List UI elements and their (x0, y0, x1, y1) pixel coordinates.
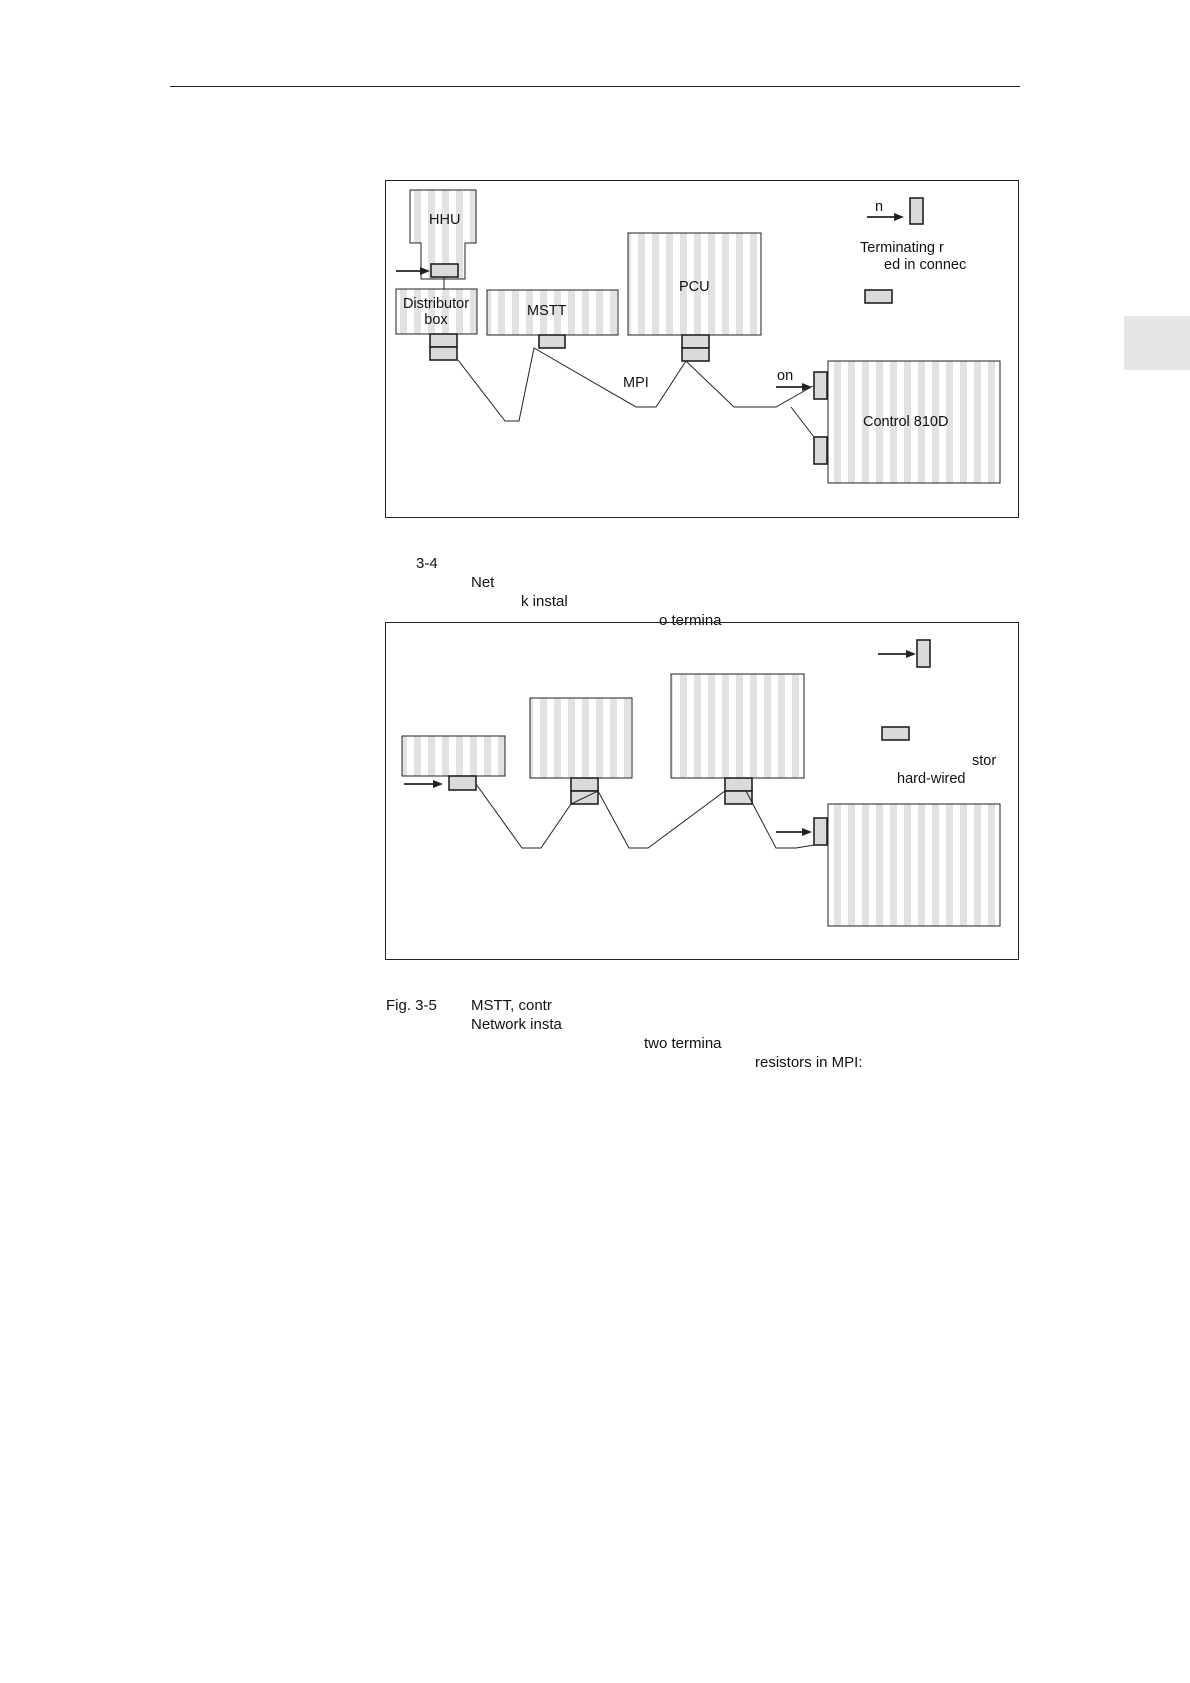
legend-text-1: stor (972, 753, 997, 769)
caption-text-2: two termina (644, 1035, 722, 1052)
pcu-label: PCU (679, 279, 710, 295)
mstt-label: MSTT (527, 303, 567, 319)
figure-3-4-caption (0, 535, 1190, 629)
mstt-connector (539, 335, 565, 348)
hhu-connector (431, 264, 458, 277)
caption-number: 3-4 (416, 555, 438, 572)
device-3 (671, 674, 804, 778)
distributor-connector-bottom (430, 347, 457, 360)
pcu-connector-bottom (682, 348, 709, 361)
legend-text-2: ed in connec (884, 257, 967, 273)
distributor-label-2: box (424, 312, 448, 328)
legend-text-2: hard-wired (897, 771, 966, 787)
pcu-connector-top (682, 335, 709, 348)
legend-n-label: n (875, 199, 884, 215)
header-rule (170, 86, 1020, 87)
device-4 (828, 804, 1000, 926)
caption-text-4: MSTT, contr (471, 997, 552, 1014)
figure-3-5 (385, 622, 1019, 960)
device-1 (402, 736, 505, 776)
distributor-connector-top (430, 334, 457, 347)
legend-text-1: Terminating r (860, 240, 944, 256)
device-3-connector-bottom (725, 791, 752, 804)
caption-text-1: Net (471, 574, 495, 591)
arrowhead-icon (894, 213, 904, 221)
arrowhead-icon (433, 780, 443, 788)
caption-text-3: o termina (659, 612, 722, 629)
caption-text-1: Network insta (471, 1016, 562, 1033)
hhu-label: HHU (429, 212, 461, 228)
control-810d-label: Control 810D (863, 414, 949, 430)
mpi-cable-branch (791, 407, 814, 437)
on-label: on (777, 368, 794, 384)
mpi-label: MPI (623, 375, 649, 391)
device-2-connector-top (571, 778, 598, 791)
caption-text-3: resistors in MPI: (755, 1054, 863, 1071)
legend-connector-symbol (882, 727, 909, 740)
device-3-connector-top (725, 778, 752, 791)
figure-3-4 (385, 180, 1019, 518)
device-2 (530, 698, 632, 778)
distributor-label-1: Distributor (402, 296, 470, 312)
legend-connector-symbol (865, 290, 892, 303)
device-4-connector (814, 818, 827, 845)
control-connector-lower (814, 437, 827, 464)
legend-terminator-symbol (910, 198, 923, 224)
arrowhead-icon (802, 828, 812, 836)
figure-3-5-caption (0, 977, 1190, 1071)
device-1-connector (449, 776, 476, 790)
caption-number: Fig. 3-5 (386, 997, 437, 1014)
caption-text-2: k instal (521, 593, 568, 610)
mpi-cable (476, 784, 814, 848)
legend-terminator-symbol (917, 640, 930, 667)
chapter-tab (1124, 316, 1190, 370)
arrowhead-icon (906, 650, 916, 658)
control-connector-upper (814, 372, 827, 399)
